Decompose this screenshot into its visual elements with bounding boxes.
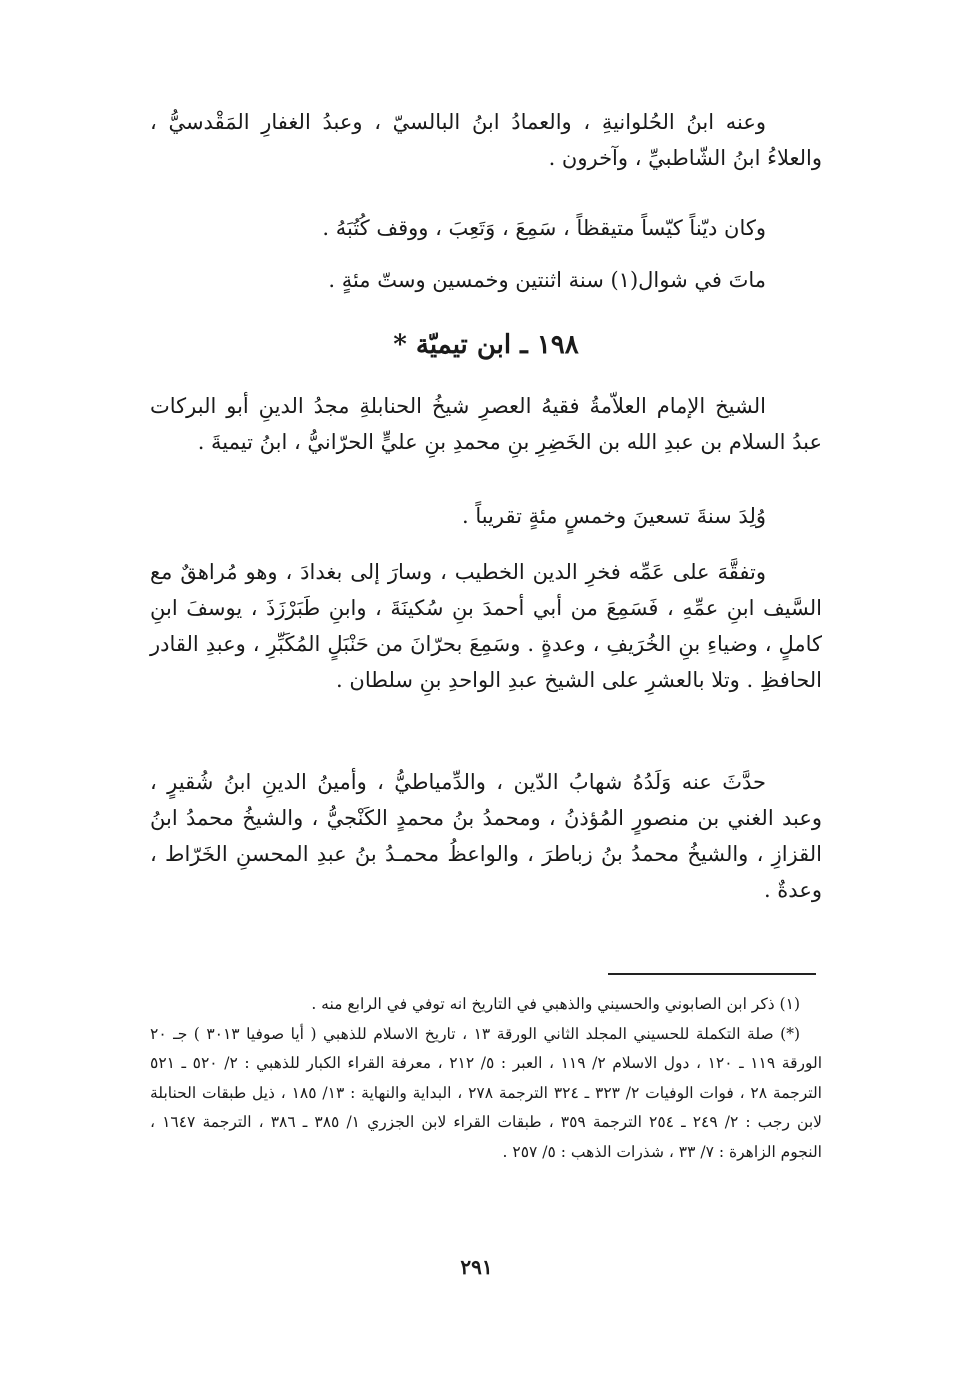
paragraph-text: وتفقَّهَ على عَمِّه فخرِ الدين الخطيب ، وسارَ إلى بغدادَ ، وهو مُراهقٌ مع السَّيف ابنِ عمِّهِ ، فَسَمِعَ من أبي أحمدَ بنِ سُكينَةَ ، وابنِ طَبَرْزَذَ ، يوسفَ ابنِ كاملٍ ، وضياءِ بنِ الخُرَيفِ ، وعدةٍ . وسَمِعَ بحرّانَ من حَنْبَلٍ المُكَبِّرِ ، وعبدِ القادر الحافظِ . وتلا بالعشرِ على الشيخ عبدِ الواحدِ بنِ سلطان . (150, 560, 822, 692)
entry-heading: ١٩٨ ـ ابن تيميّة * (393, 330, 579, 360)
footnotes (150, 990, 822, 1167)
page-number: ٢٩١ (460, 1255, 493, 1279)
paragraph-text: ماتَ في شوال(١) سنة اثنتين وخمسين وستّ مئةٍ . (328, 268, 766, 292)
paragraph-character (150, 210, 822, 246)
paragraph-narrators (150, 764, 822, 908)
paragraph-lineage (150, 388, 822, 460)
footnote-sources: (*) صلة التكملة للحسيني المجلد الثاني الورقة ١٣ ، تاريخ الاسلام للذهبي ( أيا صوفيا ٣٠١٣ ) جـ ٢٠ الورقة ١١٩ ـ ١٢٠ ، دول الاسلام ٢/ ١١٩ ، العبر : ٥/ ٢١٢ ، معرفة القراء الكبار للذهبي : ٢/ ٥٢٠ ـ ٥٢١ الترجمة ٢٨ ، فوات الوفيات ٢/ ٣٢٣ ـ ٣٢٤ الترجمة ٢٧٨ ، البداية والنهاية : ١٣/ ١٨٥ ، ذيل طبقات الحنابلة لابن رجب : ٢/ ٢٤٩ ـ ٢٥٤ الترجمة ٣٥٩ ، طبقات القراء لابن الجزري ١/ ٣٨٥ ـ ٣٨٦ ، الترجمة ١٦٤٧ ، النجوم الزاهرة : ٧/ ٣٣ ، شذرات الذهب : ٥/ ٢٥٧ . (150, 1024, 823, 1161)
paragraph-text: حدَّثَ عنه وَلَدُهُ شهابُ الدّين ، والدِّمياطيُّ ، وأمينُ الدينِ ابنُ شُقيرٍ ، وعبد الغني بن منصورٍ المُؤذنُ ، ومحمدُ بنُ محمدٍ الكَنْجيُّ ، والشيخُ محمدُ ابنُ القزازِ ، والشيخُ محمدُ بنُ زباطرَ ، والواعظُ محمـدُ بنُ عبدِ المحسنِ الخَرّاط ، وعدةٌ . (150, 770, 822, 902)
paragraph-text: الشيخ الإمام العلاّمةُ فقيهُ العصرِ شيخُ الحنابلةِ مجدُ الدينِ أبو البركات عبدُ السلام بن عبدِ الله بن الخَضِرِ بنِ محمدِ بنِ عليٍّ الحرّانيُّ ، ابنُ تيميةَ . (150, 394, 822, 454)
paragraph-birth (150, 498, 822, 534)
paragraph-death (150, 262, 822, 298)
paragraph-text: وُلِدَ سنةَ تسعينَ وخمسٍ مئةٍ تقريباً . (461, 504, 766, 528)
footnote-divider (608, 973, 816, 975)
footnote-1: (١) ذكر ابن الصابوني والحسيني والذهبي في التاريخ انه توفي في الرابع منه . (311, 995, 800, 1013)
paragraph-text: وعنه ابنُ الحُلوانيةِ ، والعمادُ ابنُ البالسيّ ، وعبدُ الغفارِ المَقْدسيُّ ، والعلاءُ ابنُ الشّاطبيِّ ، وآخرون . (150, 110, 822, 170)
paragraph-students (150, 104, 822, 176)
paragraph-text: وكان ديّناً كيّساً متيقظاً ، سَمِعَ ، وَتَعِبَ ، ووقف كُتُبَهُ . (322, 216, 766, 240)
paragraph-studies (150, 554, 822, 698)
